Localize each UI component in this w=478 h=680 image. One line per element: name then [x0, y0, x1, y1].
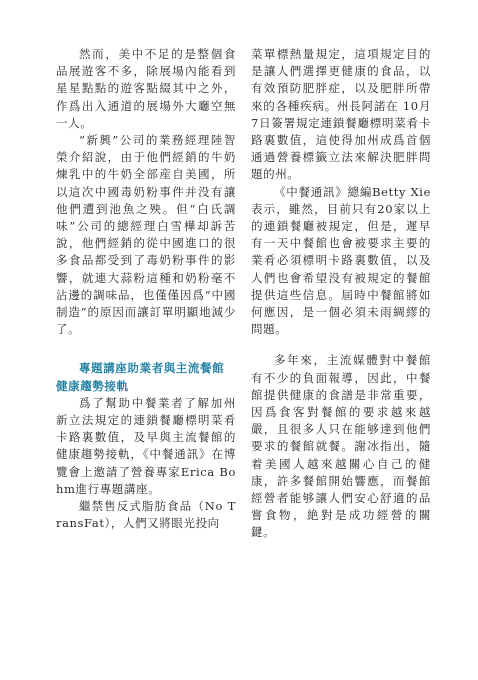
- paragraph-transfat: 繼禁售反式脂肪食品（No TransFat），人們又將眼光投向: [56, 499, 236, 531]
- paragraph-menu-calorie-law: 菜單標熱量規定，這項規定目的是讓人們選擇更健康的食品，以有效預防肥胖症，以及肥胖所帶來的各種疾病。州長阿諾在 10月7日簽署規定連鎖餐廳標明菜肴卡路裏數值，這使得加州成爲首個通過營養標籤立法來解決肥胖問題的州。: [251, 47, 431, 182]
- right-column: [251, 46, 431, 542]
- paragraph-editor-comment: 《中餐通訊》總編Betty Xie表示，雖然，目前只有20家以上的連鎖餐廳被規定，但是，遲早有一天中餐館也會被要求主要的業肴必須標明卡路裏數值，以及人們也會希望没有被規定的餐館提供這些信息。屆時中餐館將如何應因，是一個必須未雨綢繆的問題。: [251, 184, 431, 337]
- left-column: [56, 46, 236, 532]
- paragraph-healthy-trend: 多年來，主流媒體對中餐館有不少的負面報導，因此，中餐館提供健康的食譜是非常重要，因爲食客對餐館的要求越來越嚴，且很多人只在能够達到他們要求的餐館就餐。謝冰指出，隨着美國人越來越關心自己的健康，許多餐館開始響應，而餐館經營者能够讓人們安心舒適的品嘗食物，絶對是成功經營的關鍵。: [251, 353, 431, 540]
- paragraph-expo-visitors: 然而，美中不足的是整個食品展遊客不多，除展場內能看到星星點點的遊客點綴其中之外，作爲出入通道的展場外大廳空無一人。: [56, 47, 236, 130]
- paragraph-milk-scandal-impact: “新興”公司的業務經理陸智榮介紹說，由于他們經銷的牛奶煉乳中的牛奶全部産自美國，所以這次中國毒奶粉事件并没有讓他們遭到池魚之殃。但“白氏調味”公司的總經理白雪樺却訴苦說，他們經銷的從中國進口的很多食品都受到了毒奶粉事件的影響，就連大蒜粉這種和奶粉毫不沾邊的調味品，也僅僅因爲“中國制造”的原因而讓訂單明顯地減少了。: [56, 133, 236, 337]
- section-heading: 專題講座助業者與主流餐館健康趨勢接軌: [56, 361, 225, 393]
- paragraph-seminar-intro: 爲了幫助中餐業者了解加州新立法規定的連鎖餐廳標明菜肴卡路裏數值，及早與主流餐館的健康趨勢接軌，《中餐通訊》在博覽會上邀請了營養專家Erica Bohm進行專題講座。: [56, 395, 236, 496]
